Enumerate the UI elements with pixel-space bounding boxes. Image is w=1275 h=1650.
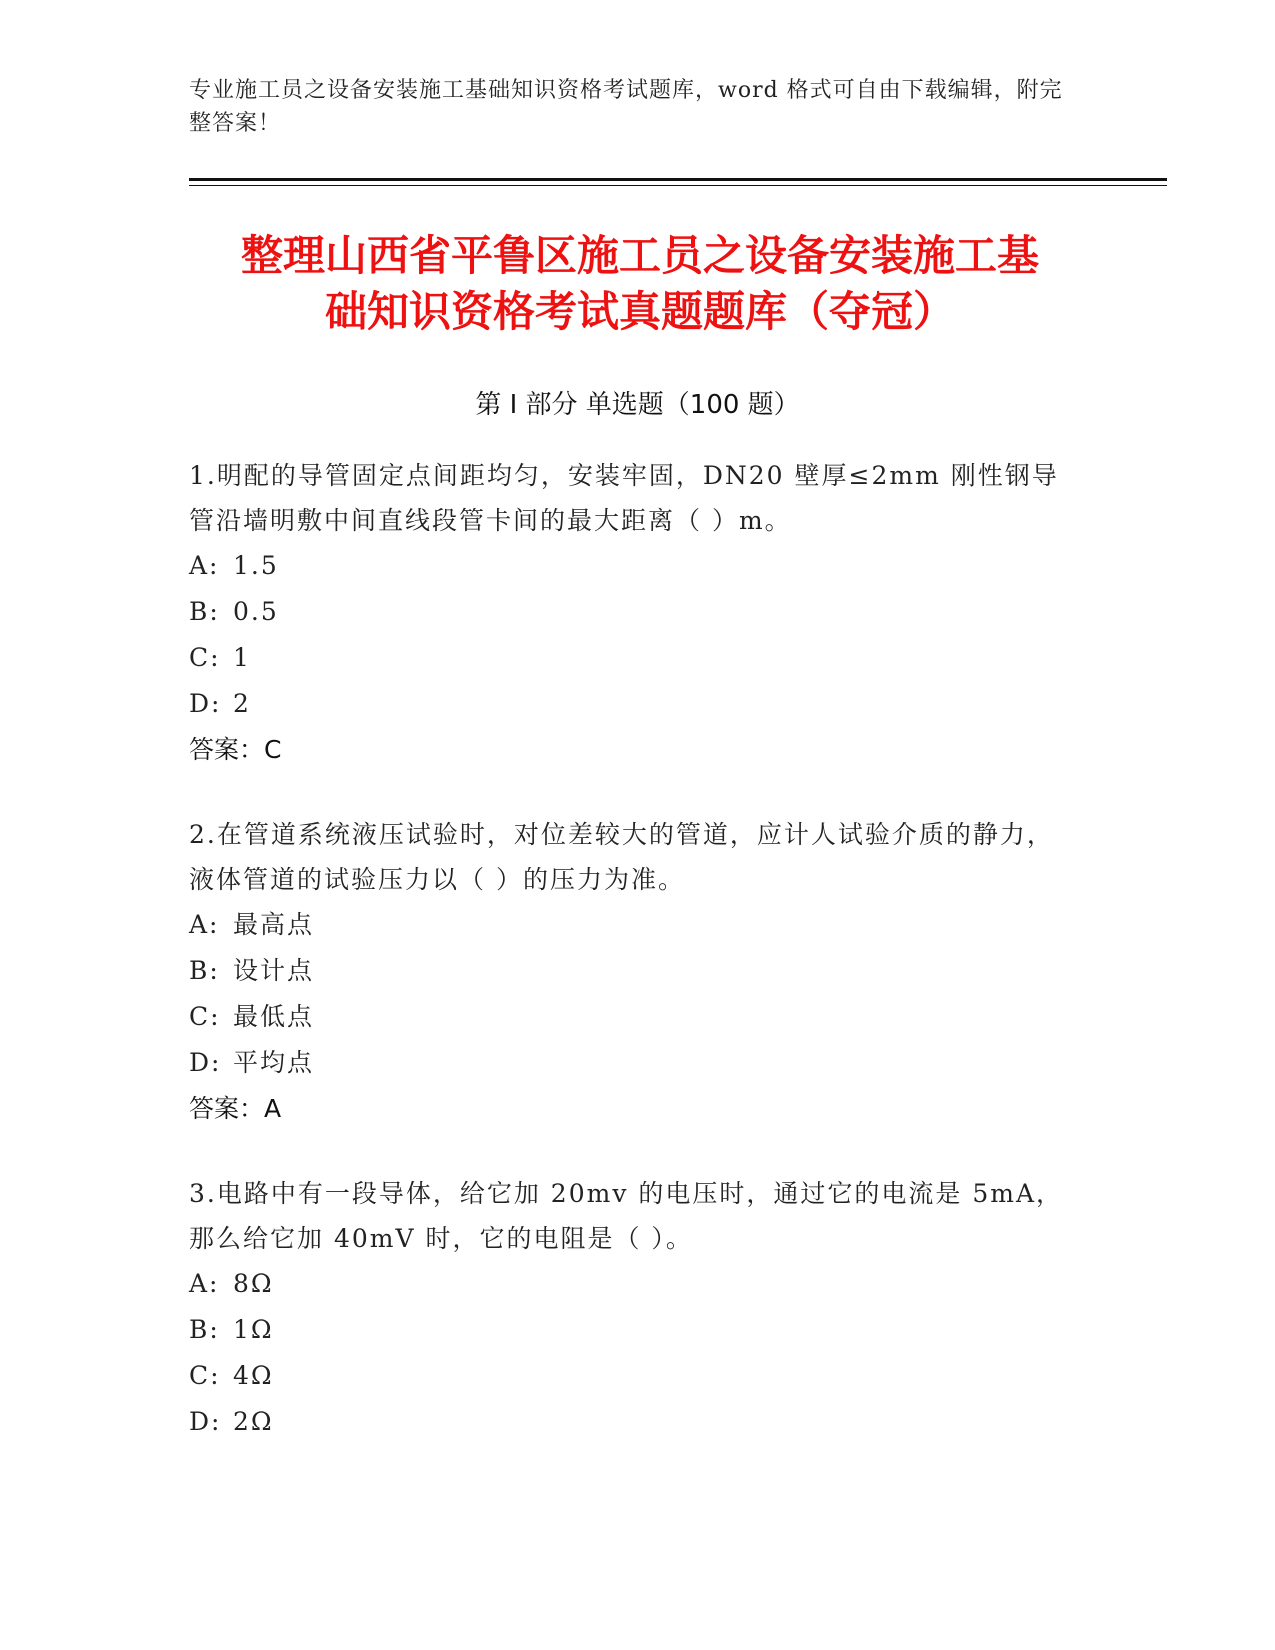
option-text: 平均点 bbox=[233, 1048, 315, 1077]
option-letter: A: bbox=[189, 910, 220, 939]
option-text: 1Ω bbox=[233, 1315, 274, 1344]
option-text: 2Ω bbox=[233, 1407, 274, 1436]
question-stem: 2.在管道系统液压试验时，对位差较大的管道，应计人试验介质的静力，液体管道的试验压力以（ ）的压力为准。 bbox=[189, 820, 1054, 894]
question-3 bbox=[189, 1171, 1069, 1445]
option-a bbox=[189, 543, 1069, 589]
option-a bbox=[189, 1261, 1069, 1307]
option-b bbox=[189, 1307, 1069, 1353]
document-title-line1: 整理山西省平鲁区施工员之设备安装施工基 bbox=[240, 231, 1039, 280]
section-heading: 第 I 部分 单选题（100 题） bbox=[475, 390, 800, 420]
option-text: 最低点 bbox=[233, 1002, 315, 1031]
option-b bbox=[189, 948, 1069, 994]
question-stem: 1.明配的导管固定点间距均匀，安装牢固，DN20 壁厚≤2mm 刚性钢导管沿墙明敷中间直线段管卡间的最大距离（ ）m。 bbox=[189, 461, 1059, 535]
option-letter: C: bbox=[189, 643, 221, 672]
option-a bbox=[189, 902, 1069, 948]
question-stem: 3.电路中有一段导体，给它加 20mv 的电压时，通过它的电流是 5mA，那么给它加 40mV 时，它的电阻是（ ）。 bbox=[189, 1179, 1064, 1253]
option-d bbox=[189, 681, 1069, 727]
question-2 bbox=[189, 812, 1069, 1132]
option-text: 1 bbox=[233, 643, 251, 672]
option-c bbox=[189, 635, 1069, 681]
answer-label: 答案：A bbox=[189, 1094, 282, 1123]
option-letter: D: bbox=[189, 1048, 222, 1077]
header-rule-thin bbox=[189, 185, 1167, 186]
option-text: 2 bbox=[233, 689, 251, 718]
option-text: 8Ω bbox=[233, 1269, 274, 1298]
header-rule-thick bbox=[189, 178, 1167, 181]
option-letter: D: bbox=[189, 1407, 222, 1436]
option-letter: B: bbox=[189, 597, 220, 626]
option-text: 4Ω bbox=[233, 1361, 274, 1390]
question-1 bbox=[189, 453, 1069, 773]
option-text: 设计点 bbox=[233, 956, 315, 985]
option-text: 0.5 bbox=[233, 597, 279, 626]
option-letter: B: bbox=[189, 956, 220, 985]
option-d bbox=[189, 1399, 1069, 1445]
document-title bbox=[190, 228, 1090, 340]
option-letter: C: bbox=[189, 1002, 221, 1031]
option-text: 最高点 bbox=[233, 910, 315, 939]
option-d bbox=[189, 1040, 1069, 1086]
header-note: 专业施工员之设备安装施工基础知识资格考试题库，word 格式可自由下载编辑，附完整答案！ bbox=[189, 78, 1063, 136]
option-text: 1.5 bbox=[233, 551, 279, 580]
document-title-line2: 础知识资格考试真题题库（夺冠） bbox=[324, 287, 955, 336]
option-c bbox=[189, 994, 1069, 1040]
option-letter: B: bbox=[189, 1315, 220, 1344]
option-letter: C: bbox=[189, 1361, 221, 1390]
option-letter: A: bbox=[189, 551, 220, 580]
option-c bbox=[189, 1353, 1069, 1399]
option-letter: A: bbox=[189, 1269, 220, 1298]
option-b bbox=[189, 589, 1069, 635]
option-letter: D: bbox=[189, 689, 222, 718]
answer-label: 答案：C bbox=[189, 735, 282, 764]
